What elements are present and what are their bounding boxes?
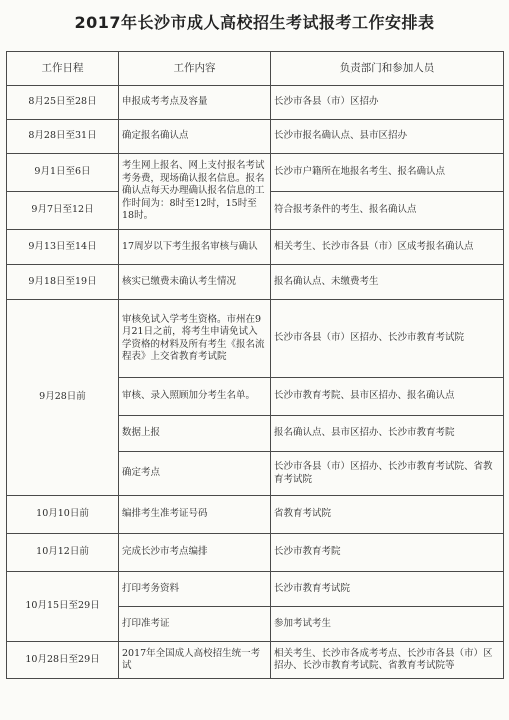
row-people: 符合报考条件的考生、报名确认点 bbox=[271, 192, 504, 230]
row-content: 申报成考考点及容量 bbox=[119, 86, 271, 120]
table-row bbox=[7, 642, 504, 679]
row-content: 编排考生准考证号码 bbox=[119, 496, 271, 534]
row-content: 打印考务资料 bbox=[119, 572, 271, 607]
row-date: 8月25日至28日 bbox=[7, 86, 119, 120]
row-content: 数据上报 bbox=[119, 416, 271, 452]
schedule-table bbox=[6, 51, 504, 679]
row-people: 长沙市教育考院、县市区招办、报名确认点 bbox=[271, 378, 504, 416]
row-content: 审核、录入照顾加分考生名单。 bbox=[119, 378, 271, 416]
row-date: 9月1日至6日 bbox=[7, 154, 119, 192]
header-people: 负责部门和参加人员 bbox=[271, 52, 504, 86]
table-row bbox=[7, 120, 504, 154]
row-people: 参加考试考生 bbox=[271, 607, 504, 642]
row-date: 10月15日至29日 bbox=[7, 572, 119, 642]
row-date: 9月13日至14日 bbox=[7, 230, 119, 265]
row-date: 8月28日至31日 bbox=[7, 120, 119, 154]
row-content: 17周岁以下考生报名审核与确认 bbox=[119, 230, 271, 265]
row-people: 相关考生、长沙市各县（市）区成考报名确认点 bbox=[271, 230, 504, 265]
table-row bbox=[7, 572, 504, 607]
header-date: 工作日程 bbox=[7, 52, 119, 86]
table-row bbox=[7, 154, 504, 192]
row-people: 长沙市报名确认点、县市区招办 bbox=[271, 120, 504, 154]
table-row bbox=[7, 86, 504, 120]
table-row bbox=[7, 230, 504, 265]
row-date: 10月28日至29日 bbox=[7, 642, 119, 679]
row-people: 长沙市各县（市）区招办、长沙市教育考试院 bbox=[271, 300, 504, 378]
table-row bbox=[7, 496, 504, 534]
row-content: 2017年全国成人高校招生统一考试 bbox=[119, 642, 271, 679]
row-people: 长沙市各县（市）区招办 bbox=[271, 86, 504, 120]
header-content: 工作内容 bbox=[119, 52, 271, 86]
row-date: 10月12日前 bbox=[7, 534, 119, 572]
row-people: 相关考生、长沙市各成考考点、长沙市各县（市）区招办、长沙市教育考试院、省教育考试院等 bbox=[271, 642, 504, 679]
row-content: 打印准考证 bbox=[119, 607, 271, 642]
page-title: 2017年长沙市成人高校招生考试报考工作安排表 bbox=[74, 13, 435, 32]
row-content: 考生网上报名、网上支付报名考试考务费，现场确认报名信息。报名确认点每天办理确认报名信息的工作时间为：8时至12时，15时至18时。 bbox=[119, 154, 271, 230]
row-date: 9月7日至12日 bbox=[7, 192, 119, 230]
row-people: 长沙市教育考试院 bbox=[271, 572, 504, 607]
row-content: 核实已缴费未确认考生情况 bbox=[119, 265, 271, 300]
row-people: 报名确认点、县市区招办、长沙市教育考院 bbox=[271, 416, 504, 452]
row-people: 长沙市户籍所在地报名考生、报名确认点 bbox=[271, 154, 504, 192]
table-row bbox=[7, 300, 504, 378]
row-date: 10月10日前 bbox=[7, 496, 119, 534]
row-content: 确定报名确认点 bbox=[119, 120, 271, 154]
table-row bbox=[7, 534, 504, 572]
row-content: 审核免试入学考生资格。市州在9月21日之前，将考生申请免试入学资格的材料及所有考生《报名流程表》上交省教育考试院 bbox=[119, 300, 271, 378]
row-content: 完成长沙市考点编排 bbox=[119, 534, 271, 572]
table-row bbox=[7, 265, 504, 300]
row-people: 长沙市各县（市）区招办、长沙市教育考试院、省教育考试院 bbox=[271, 452, 504, 496]
row-people: 省教育考试院 bbox=[271, 496, 504, 534]
row-content: 确定考点 bbox=[119, 452, 271, 496]
header-row bbox=[7, 52, 504, 86]
row-people: 报名确认点、未缴费考生 bbox=[271, 265, 504, 300]
row-people: 长沙市教育考院 bbox=[271, 534, 504, 572]
row-date: 9月28日前 bbox=[7, 300, 119, 496]
row-date: 9月18日至19日 bbox=[7, 265, 119, 300]
